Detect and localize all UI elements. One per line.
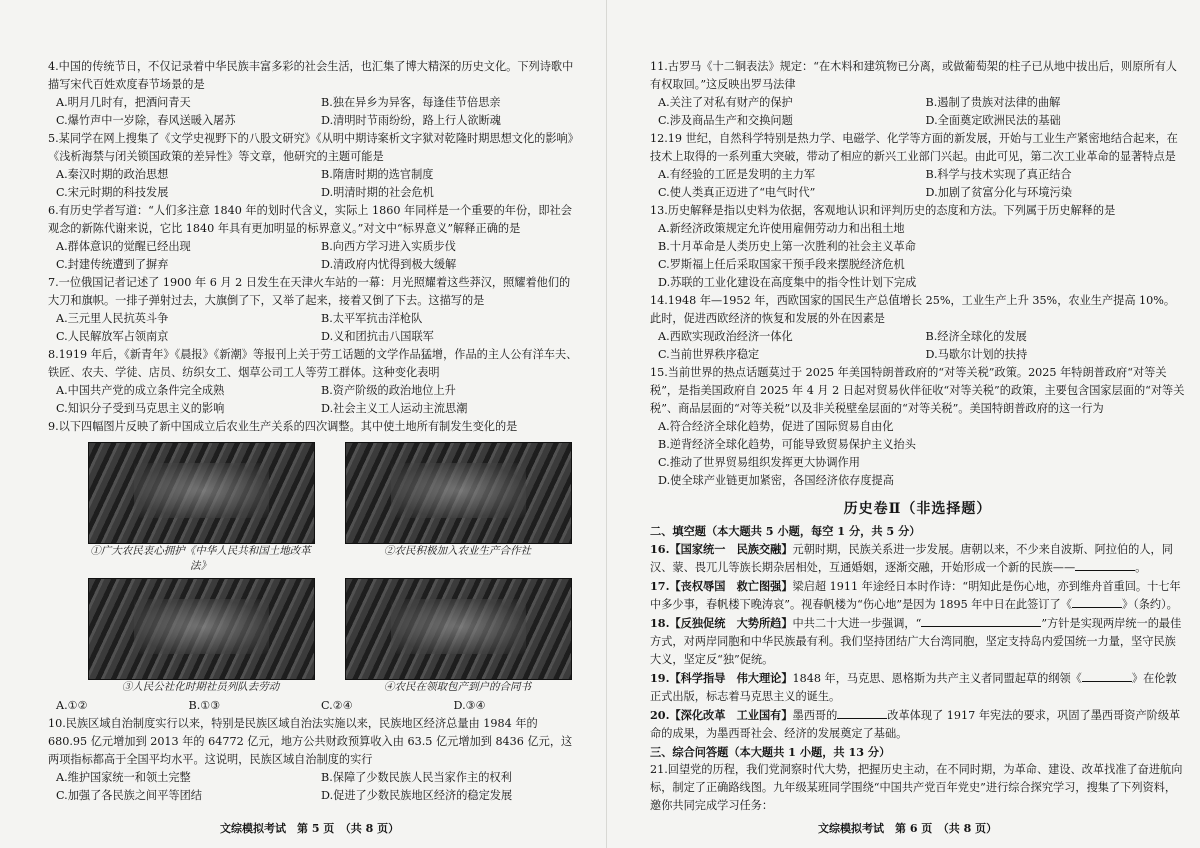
option-c: C.涉及商品生产和交换问题: [658, 114, 793, 127]
question-text: ”方针是实现两岸统一的最佳方式，对两岸同胞和中华民族最有利。我们坚持团结广大台湾同胞，坚定支持岛内爱国统一力量，坚守民族大义，坚定反“独”促统。: [650, 617, 1182, 666]
option-d: D.清明时节雨纷纷，路上行人欲断魂: [321, 114, 501, 127]
question-tag: 16.【国家统一 民族交融】: [650, 542, 793, 556]
photo-commune: [88, 578, 315, 680]
question-14: [650, 292, 1185, 364]
option-b: B.①③: [188, 699, 221, 712]
question-text: 元朝时期，民族关系进一步发展。唐朝以来，不少来自波斯、阿拉伯的人，同汉、蒙、畏兀儿等族长期杂居相处，互通婚姻，逐渐交融，开始形成一个新的民族——: [650, 543, 1173, 574]
option-c: C.使人类真正迈进了“电气时代”: [658, 186, 816, 199]
question-4: [48, 58, 578, 130]
option-d: D.义和团抗击八国联军: [321, 330, 434, 343]
answer-blank[interactable]: [837, 707, 887, 719]
page-footer-right: 文综模拟考试 第 6 页 （共 8 页）: [818, 822, 998, 835]
photo-caption: ④农民在领取包产到户的合同书: [384, 681, 531, 693]
option-b: B.经济全球化的发展: [925, 330, 1027, 343]
page-footer-left: 文综模拟考试 第 5 页 （共 8 页）: [220, 822, 400, 835]
section-title: 历史卷Ⅱ（非选择题）: [843, 501, 992, 517]
question-12: [650, 130, 1185, 202]
question-stem: 6.有历史学者写道：“人们多注意 1840 年的划时代含义，实际上 1860 年同样是一个重要的年份，即社会观念的新陈代谢来说，它比 1840 年具有更加明显的标界意义。”对文中“标界意义”解释正确的是: [48, 204, 572, 235]
question-stem: 4.中国的传统节日，不仅记录着中华民族丰富多彩的社会生活，也汇集了博大精深的历史文化。下列诗歌中描写宋代百姓欢度春节场景的是: [48, 60, 574, 91]
question-stem: 9.以下四幅图片反映了新中国成立后农业生产关系的四次调整。其中使土地所有制发生变化的是: [48, 420, 518, 433]
question-stem: 13.历史解释是指以史料为依据，客观地认识和评判历史的态度和方法。下列属于历史解释的是: [650, 204, 1116, 217]
part-heading: 二、填空题（本大题共 5 小题，每空 1 分，共 5 分）: [650, 524, 921, 538]
question-text: 梁启超 1911 年途经日本时作诗：“明知此是伤心地，亦到维舟首重回。十七年中多少事，春帆楼下晚涛哀”。视春帆楼为“伤心地”是因为 1895 年中日在此签订了《: [650, 580, 1181, 611]
option-d: D.马歇尔计划的扶持: [925, 348, 1028, 361]
option-b: B.隋唐时期的选官制度: [321, 168, 434, 181]
option-d: D.苏联的工业化建设在高度集中的指令性计划下完成: [658, 276, 917, 289]
option-b: B.科学与技术实现了真正结合: [925, 168, 1072, 181]
question-13: [650, 202, 1185, 292]
question-tag: 19.【科学指导 伟大理论】: [650, 671, 793, 685]
option-a: A.关注了对私有财产的保护: [658, 96, 793, 109]
photo-land-reform: [88, 442, 315, 544]
question-7: [48, 274, 578, 346]
option-d: D.全面奠定欧洲民法的基础: [925, 114, 1061, 127]
option-a: A.维护国家统一和领土完整: [56, 771, 191, 784]
option-a: A.①②: [56, 699, 88, 712]
option-d: D.加剧了贫富分化与环境污染: [925, 186, 1072, 199]
question-15: [650, 364, 1185, 490]
question-stem: 15.当前世界的热点话题莫过于 2025 年美国特朗普政府的“对等关税”政策。2025 年特朗普政府“对等关税”，是指美国政府自 2025 年 4 月 2 日起对贸易伙伴征收“对等关税”的政策，主要包含国家层面的“对等关税”、商品层面的“对等关税”以及非关税壁垒层面的“对等关税”。美国特朗普政府的这一行为: [650, 366, 1185, 415]
option-c: C.加强了各民族之间平等团结: [56, 789, 202, 802]
part-heading: 三、综合问答题（本大题共 1 小题，共 13 分）: [650, 745, 891, 759]
photo-caption: ③人民公社化时期社员列队去劳动: [121, 681, 280, 693]
answer-blank[interactable]: [921, 615, 1041, 627]
option-c: C.知识分子受到马克思主义的影响: [56, 402, 225, 415]
option-c: C.封建传统遭到了摒弃: [56, 258, 169, 271]
page-fold-divider: [606, 0, 607, 848]
question-5: [48, 130, 578, 202]
question-21: 21.回望党的历程，我们党洞察时代大势，把握历史主动，在不同时期，为革命、建设、改革找准了奋进航向标，制定了正确路线图。九年级某班同学围绕“中国共产党百年党史”进行综合探究学习，搜集了下列资料，邀你共同完成学习任务：: [650, 763, 1183, 812]
option-d: D.促进了少数民族地区经济的稳定发展: [321, 789, 513, 802]
question-stem: 14.1948 年—1952 年，西欧国家的国民生产总值增长 25%，工业生产上升 35%，农业生产提高 10%。此时，促进西欧经济的恢复和发展的外在因素是: [650, 294, 1176, 325]
option-a: A.有经验的工匠是发明的主力军: [658, 168, 816, 181]
option-b: B.向西方学习进入实质步伐: [321, 240, 456, 253]
option-b: B.逆背经济全球化趋势，可能导致贸易保护主义抬头: [658, 438, 916, 451]
question-stem: 8.1919 年后，《新青年》《晨报》《新潮》等报刊上关于劳工话题的文学作品猛增，作品的主人公有洋车夫、铁匠、农夫、学徒、店员、纺织女工、烟草公司工人等劳工群体。这种变化表明: [48, 348, 578, 379]
question-text-end: 》在伦敦正式出版，标志着马克思主义的诞生。: [650, 672, 1177, 703]
question-text-pre: 中共二十大进一步强调，“: [792, 617, 922, 630]
photo-grid: [88, 442, 568, 695]
question-9: [48, 418, 578, 715]
option-d: D.使全球产业链更加紧密，各国经济依存度提高: [658, 474, 894, 487]
option-c: C.爆竹声中一岁除，春风送暖入屠苏: [56, 114, 236, 127]
option-c: C.人民解放军占领南京: [56, 330, 169, 343]
photo-caption: ①广大农民衷心拥护《中华人民共和国土地改革法》: [90, 545, 311, 572]
question-tag: 17.【丧权辱国 救亡图强】: [650, 579, 793, 593]
option-b: B.太平军抗击洋枪队: [321, 312, 423, 325]
left-page: [48, 58, 578, 805]
option-b: B.遏制了贵族对法律的曲解: [925, 96, 1061, 109]
question-tag: 20.【深化改革 工业国有】: [650, 708, 793, 722]
question-tag: 18.【反独促统 大势所趋】: [650, 616, 793, 630]
photo-caption: ②农民积极加入农业生产合作社: [384, 545, 531, 557]
answer-blank[interactable]: [1072, 596, 1122, 608]
question-8: [48, 346, 578, 418]
question-11: [650, 58, 1185, 130]
option-c: C.罗斯福上任后采取国家干预手段来摆脱经济危机: [658, 258, 905, 271]
photo-cooperative: [345, 442, 572, 544]
option-b: B.独在异乡为异客，每逢佳节倍思亲: [321, 96, 501, 109]
question-20: [650, 706, 1185, 743]
option-d: D.明清时期的社会危机: [321, 186, 434, 199]
question-text-pre: 墨西哥的: [792, 709, 838, 722]
option-d: D.社会主义工人运动主流思潮: [321, 402, 468, 415]
question-19: [650, 669, 1185, 706]
question-text: 改革体现了 1917 年宪法的要求，巩固了墨西哥资产阶级革命的成果，为墨西哥社会、经济的发展奠定了基础。: [650, 709, 1181, 740]
question-stem: 5.某同学在网上搜集了《文学史视野下的八股文研究》《从明中期诗案析文字狱对乾隆时期思想文化的影响》《浅析海禁与闭关锁国政策的差异性》等文章，他研究的主题可能是: [48, 132, 574, 163]
option-c: C.推动了世界贸易组织发挥更大协调作用: [658, 456, 860, 469]
option-b: B.资产阶级的政治地位上升: [321, 384, 456, 397]
question-stem: 10.民族区域自治制度实行以来，特别是民族区域自治法实施以来，民族地区经济总量由 1984 年的 680.95 亿元增加到 2013 年的 64772 亿元，地方公共财政预算收入由 63.5 亿元增加到 8436 亿元，这两项指标都高于全国平均水平。这说明，民族区域自治制度的实行: [48, 717, 573, 766]
option-c: C.宋元时期的科技发展: [56, 186, 169, 199]
question-stem: 7.一位俄国记者记述了 1900 年 6 月 2 日发生在天津火车站的一幕：月光照耀着这些莽汉，照耀着他们的大刀和旗帜。一排子弹射过去，大旗倒了下，又举了起来，接着又倒了下去。这描写的是: [48, 276, 571, 307]
right-page: [650, 58, 1185, 815]
option-d: D.③④: [453, 699, 486, 712]
option-a: A.符合经济全球化趋势，促进了国际贸易自由化: [658, 420, 894, 433]
question-stem: 12.19 世纪，自然科学特别是热力学、电磁学、化学等方面的新发展，开始与工业生产紧密地结合起来，在技术上取得的一系列重大突破，带动了相应的新兴工业部门兴起。由此可见，第二次工业革命的显著特点是: [650, 132, 1178, 163]
answer-blank[interactable]: [1082, 670, 1132, 682]
option-a: A.中国共产党的成立条件完全成熟: [56, 384, 225, 397]
photo-household-contract: [345, 578, 572, 680]
question-10: [48, 715, 578, 805]
option-a: A.秦汉时期的政治思想: [56, 168, 169, 181]
option-b: B.保障了少数民族人民当家作主的权利: [321, 771, 512, 784]
option-a: A.三元里人民抗英斗争: [56, 312, 169, 325]
answer-blank[interactable]: [1075, 559, 1135, 571]
option-a: A.明月几时有，把酒问青天: [56, 96, 191, 109]
question-text-end: 。: [1135, 561, 1147, 574]
option-a: A.群体意识的觉醒已经出现: [56, 240, 191, 253]
question-18: [650, 614, 1185, 669]
option-d: D.清政府内忧得到极大缓解: [321, 258, 457, 271]
question-text-end: 》（条约）。: [1121, 598, 1178, 611]
question-6: [48, 202, 578, 274]
option-b: B.十月革命是人类历史上第一次胜利的社会主义革命: [658, 240, 916, 253]
option-c: C.②④: [321, 699, 353, 712]
option-a: A.新经济政策规定允许使用雇佣劳动力和出租土地: [658, 222, 905, 235]
question-text: 1848 年，马克思、恩格斯为共产主义者同盟起草的纲领《: [792, 672, 1082, 685]
question-stem: 11.古罗马《十二铜表法》规定：“在木料和建筑物已分离，或做葡萄架的柱子已从地中拔出后，则原所有人有权取回。”这反映出罗马法律: [650, 60, 1177, 91]
question-16: [650, 540, 1185, 577]
question-17: [650, 577, 1185, 614]
option-c: C.当前世界秩序稳定: [658, 348, 760, 361]
option-a: A.西欧实现政治经济一体化: [658, 330, 793, 343]
